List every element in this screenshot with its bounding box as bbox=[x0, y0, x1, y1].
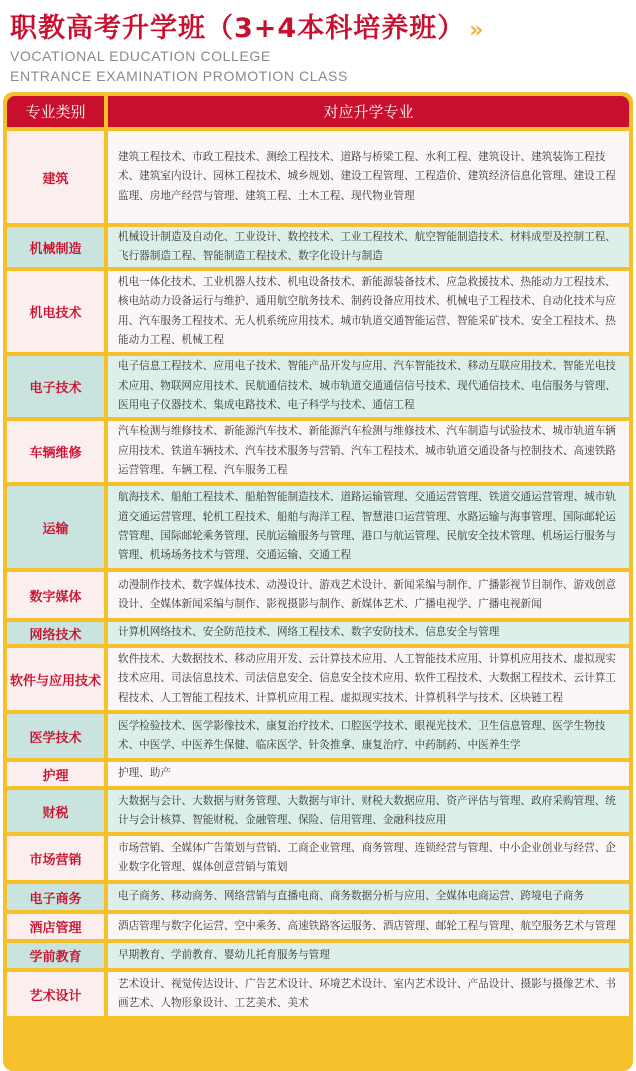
double-chevron-right-icon: » bbox=[469, 18, 485, 43]
majors-cell: 电子信息工程技术、应用电子技术、智能产品开发与应用、汽车智能技术、移动互联应用技术、智能光电技术应用、物联网应用技术、民航通信技术、城市轨道交通通信信号技术、现代通信技术、电信服务与管理、医用电子仪器技术、集成电路技术、电子科学与技术、通信工程 bbox=[108, 356, 629, 417]
table-row bbox=[7, 622, 629, 644]
table-row bbox=[7, 356, 629, 417]
category-cell: 运输 bbox=[7, 486, 104, 568]
majors-cell: 汽车检测与维修技术、新能源汽车技术、新能源汽车检测与维修技术、汽车制造与试验技术、城市轨道车辆应用技术、铁道车辆技术、汽车技术服务与营销、汽车工程技术、城市轨道交通设备与控制技术、高速铁路运营管理、车辆工程、汽车服务工程 bbox=[108, 421, 629, 482]
table-row bbox=[7, 972, 629, 1016]
majors-cell: 动漫制作技术、数字媒体技术、动漫设计、游戏艺术设计、新闻采编与制作、广播影视节目制作、游戏创意设计、全媒体新闻采编与制作、影视摄影与制作、新媒体艺术、广播电视学、广播电视新闻 bbox=[108, 572, 629, 618]
category-cell: 学前教育 bbox=[7, 943, 104, 968]
category-cell: 机械制造 bbox=[7, 227, 104, 267]
table-row bbox=[7, 131, 629, 223]
page-title bbox=[10, 6, 484, 45]
major-table bbox=[7, 131, 629, 1020]
category-cell: 车辆维修 bbox=[7, 421, 104, 482]
table-row bbox=[7, 884, 629, 910]
header-category: 专业类别 bbox=[7, 96, 104, 127]
category-cell: 电子商务 bbox=[7, 884, 104, 910]
header-majors: 对应升学专业 bbox=[108, 96, 629, 127]
majors-cell: 软件技术、大数据技术、移动应用开发、云计算技术应用、人工智能技术应用、计算机应用技术、虚拟现实技术应用、司法信息技术、司法信息安全、信息安全技术应用、软件工程技术、大数据工程技术、云计算工程技术、人工智能工程技术、计算机应用工程、虚拟现实技术、计算机科学与技术、区块链工程 bbox=[108, 648, 629, 710]
category-cell: 软件与应用技术 bbox=[7, 648, 104, 710]
table-row bbox=[7, 914, 629, 939]
majors-cell: 建筑工程技术、市政工程技术、测绘工程技术、道路与桥梁工程、水利工程、建筑设计、建筑装饰工程技术、建筑室内设计、园林工程技术、城乡规划、建设工程管理、工程造价、建筑经济信息化管理、建设工程监理、房地产经营与管理、建筑工程、土木工程、现代物业管理 bbox=[108, 131, 629, 223]
category-cell: 医学技术 bbox=[7, 714, 104, 758]
category-cell: 护理 bbox=[7, 762, 104, 786]
majors-cell: 医学检验技术、医学影像技术、康复治疗技术、口腔医学技术、眼视光技术、卫生信息管理、医学生物技术、中医学、中医养生保健、临床医学、针灸推拿、康复治疗、中药制药、中医养生学 bbox=[108, 714, 629, 758]
page-header bbox=[10, 4, 630, 88]
category-cell: 艺术设计 bbox=[7, 972, 104, 1016]
majors-cell: 航海技术、船舶工程技术、船舶智能制造技术、道路运输管理、交通运营管理、铁道交通运营管理、城市轨道交通运营管理、轮机工程技术、船舶与海洋工程、智慧港口运营管理、水路运输与海事管理、国际邮轮运营管理、国际邮轮乘务管理、民航运输服务与管理、港口与航运管理、民航安全技术管理、机场运行服务与管理、机场场务技术与管理、交通运输、交通工程 bbox=[108, 486, 629, 568]
table-row bbox=[7, 486, 629, 568]
category-cell: 机电技术 bbox=[7, 271, 104, 352]
category-cell: 电子技术 bbox=[7, 356, 104, 417]
category-cell: 网络技术 bbox=[7, 622, 104, 644]
majors-cell: 酒店管理与数字化运营、空中乘务、高速铁路客运服务、酒店管理、邮轮工程与管理、航空服务艺术与管理 bbox=[108, 914, 629, 939]
page-title-text: 职教高考升学班（3+4本科培养班） bbox=[10, 13, 466, 44]
majors-cell: 电子商务、移动商务、网络营销与直播电商、商务数据分析与应用、全媒体电商运营、跨境电子商务 bbox=[108, 884, 629, 910]
subtitle-line-2: ENTRANCE EXAMINATION PROMOTION CLASS bbox=[10, 68, 348, 84]
majors-cell: 计算机网络技术、安全防范技术、网络工程技术、数字安防技术、信息安全与管理 bbox=[108, 622, 629, 644]
majors-cell: 护理、助产 bbox=[108, 762, 629, 786]
table-row bbox=[7, 790, 629, 832]
table-row bbox=[7, 271, 629, 352]
table-row bbox=[7, 648, 629, 710]
majors-cell: 大数据与会计、大数据与财务管理、大数据与审计、财税大数据应用、资产评估与管理、政府采购管理、统计与会计核算、智能财税、金融管理、保险、信用管理、金融科技应用 bbox=[108, 790, 629, 832]
table-row bbox=[7, 421, 629, 482]
category-cell: 数字媒体 bbox=[7, 572, 104, 618]
majors-cell: 市场营销、全媒体广告策划与营销、工商企业管理、商务管理、连锁经营与管理、中小企业创业与经营、企业数字化管理、媒体创意营销与策划 bbox=[108, 836, 629, 880]
majors-cell: 机电一体化技术、工业机器人技术、机电设备技术、新能源装备技术、应急救援技术、热能动力工程技术、核电站动力设备运行与维护、通用航空航务技术、制药设备应用技术、机械电子工程技术、自动化技术与应用、汽车服务工程技术、无人机系统应用技术、城市轨道交通智能运营、智能采矿技术、安全工程技术、热能动力工程、机械工程 bbox=[108, 271, 629, 352]
table-row bbox=[7, 714, 629, 758]
category-cell: 市场营销 bbox=[7, 836, 104, 880]
majors-cell: 艺术设计、视觉传达设计、广告艺术设计、环境艺术设计、室内艺术设计、产品设计、摄影与摄像艺术、书画艺术、人物形象设计、工艺美术、美术 bbox=[108, 972, 629, 1016]
category-cell: 建筑 bbox=[7, 131, 104, 223]
majors-cell: 机械设计制造及自动化、工业设计、数控技术、工业工程技术、航空智能制造技术、材料成型及控制工程、飞行器制造工程、智能制造工程技术、数字化设计与制造 bbox=[108, 227, 629, 267]
table-row bbox=[7, 943, 629, 968]
table-row bbox=[7, 762, 629, 786]
subtitle-line-1: VOCATIONAL EDUCATION COLLEGE bbox=[10, 48, 271, 64]
table-row bbox=[7, 836, 629, 880]
table-row bbox=[7, 572, 629, 618]
category-cell: 财税 bbox=[7, 790, 104, 832]
table-row bbox=[7, 227, 629, 267]
majors-cell: 早期教育、学前教育、婴幼儿托育服务与管理 bbox=[108, 943, 629, 968]
category-cell: 酒店管理 bbox=[7, 914, 104, 939]
